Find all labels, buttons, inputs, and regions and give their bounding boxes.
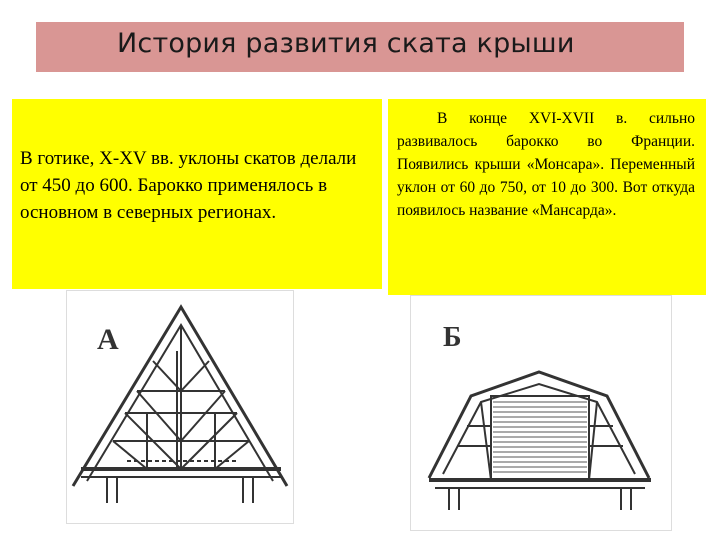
gothic-roof-drawing	[67, 291, 293, 523]
figure-b-label: Б	[443, 322, 462, 353]
figure-a-label: А	[97, 323, 119, 356]
gothic-roof-figure	[66, 290, 294, 524]
baroque-description-wrapper	[397, 107, 695, 222]
gothic-description: В готике, X-XV вв. уклоны скатов делали от 450 до 600. Барокко применялось в основном в северных регионах.	[20, 148, 357, 223]
mansard-roof-drawing	[411, 296, 671, 530]
baroque-description: В конце XVI-XVII в. сильно развивалось барокко во Франции. Появились крыши «Монсара». Переменный уклон от 60 до 750, от 10 до 300. Вот откуда появилось название «Мансарда».	[397, 110, 695, 219]
mansard-roof-figure	[410, 295, 672, 531]
slide-title: История развития ската крыши	[117, 28, 575, 59]
